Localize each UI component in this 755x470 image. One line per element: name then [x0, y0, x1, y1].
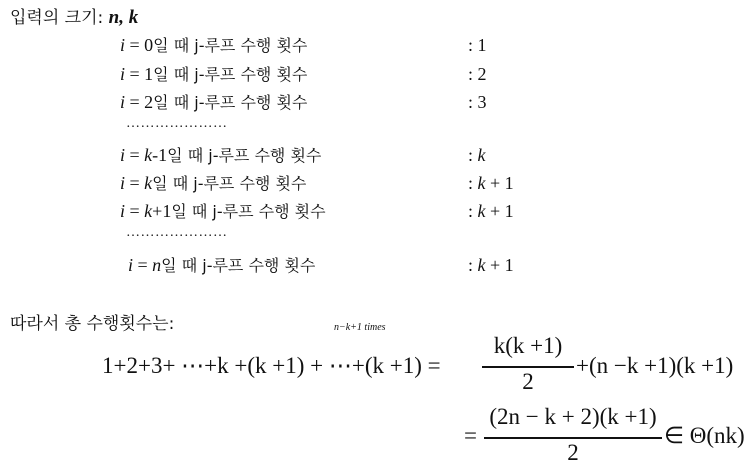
- fraction-1-bar: [482, 366, 574, 368]
- row-count-tail: + 1: [485, 255, 514, 275]
- row-count-colon: :: [468, 173, 478, 193]
- fraction-2-denominator: 2: [567, 440, 579, 465]
- row-var-k: k: [144, 201, 153, 221]
- loop-count-row: [0, 170, 755, 196]
- row-eq: =: [125, 145, 145, 165]
- row-count: : 1: [468, 35, 487, 55]
- row-count-colon: :: [468, 145, 478, 165]
- row-eq: =: [125, 173, 145, 193]
- row-var-i: i: [128, 255, 134, 275]
- row-var-n: n: [152, 255, 162, 275]
- row-var-k: k: [144, 145, 153, 165]
- row-var-i: i: [120, 173, 126, 193]
- row-var-i: i: [120, 92, 126, 112]
- row-count-var: k: [477, 173, 486, 193]
- heading-vars: n, k: [108, 7, 139, 28]
- row-text: 일 때 j-루프 수행 횟수: [153, 36, 308, 55]
- fraction-1-numerator: k(k +1): [493, 333, 563, 358]
- fraction-2-numerator: (2n − k + 2)(k +1): [489, 404, 657, 429]
- row-eq: = 0: [125, 35, 154, 55]
- loop-count-row: [0, 89, 755, 115]
- row-text: 일 때 j-루프 수행 횟수: [171, 202, 326, 221]
- row-count-tail: + 1: [485, 201, 514, 221]
- loop-count-row: [0, 61, 755, 87]
- row-text: 일 때 j-루프 수행 횟수: [153, 65, 308, 84]
- row-count-var: k: [477, 201, 486, 221]
- row-suffix: +1: [152, 201, 172, 221]
- row-count: [468, 142, 486, 168]
- row-eq: = 1: [125, 64, 154, 84]
- ellipsis-dots: …………………: [126, 116, 228, 131]
- row-count: : 2: [468, 64, 487, 84]
- equals-sign: =: [464, 423, 477, 448]
- row-var-i: i: [120, 145, 126, 165]
- row-suffix: -1: [152, 145, 168, 165]
- row-count-tail: + 1: [485, 173, 514, 193]
- row-eq: =: [125, 201, 145, 221]
- row-count: [468, 198, 514, 224]
- complexity-result: ∈ Θ(nk): [664, 423, 745, 448]
- heading-label: 입력의 크기:: [10, 8, 109, 28]
- row-var-i: i: [120, 64, 126, 84]
- row-eq: =: [133, 255, 153, 275]
- row-var-i: i: [120, 35, 126, 55]
- loop-count-row: [0, 142, 755, 168]
- fraction-1-denominator: 2: [522, 369, 534, 394]
- loop-count-row: [0, 32, 755, 58]
- row-var-i: i: [120, 201, 126, 221]
- row-count-colon: :: [468, 201, 478, 221]
- input-size-heading: [10, 8, 138, 28]
- loop-count-row: [0, 198, 755, 224]
- row-var-k: k: [144, 173, 153, 193]
- row-eq: = 2: [125, 92, 154, 112]
- row-count: : 3: [468, 92, 487, 112]
- row-text: 일 때 j-루프 수행 횟수: [152, 174, 307, 193]
- times-label: n−k+1 times: [334, 322, 386, 333]
- loop-count-row: [0, 252, 755, 278]
- row-count-colon: :: [468, 255, 478, 275]
- sum-expression: [102, 353, 441, 379]
- sum-lhs: 1+2+3+ ⋯+k +(k +1) + ⋯+(k +1) =: [102, 353, 441, 378]
- ellipsis-dots: …………………: [126, 225, 228, 240]
- row-text: 일 때 j-루프 수행 횟수: [161, 256, 316, 275]
- sum-tail: +(n −k +1)(k +1): [576, 353, 734, 378]
- row-text: 일 때 j-루프 수행 횟수: [153, 93, 308, 112]
- row-count-var: k: [477, 255, 486, 275]
- row-count: [468, 170, 514, 196]
- conclusion-text: 따라서 총 수행횟수는:: [10, 314, 175, 334]
- row-count: [468, 252, 514, 278]
- row-text: 일 때 j-루프 수행 횟수: [167, 146, 322, 165]
- row-count-var: k: [477, 145, 486, 165]
- fraction-2-bar: [484, 437, 662, 439]
